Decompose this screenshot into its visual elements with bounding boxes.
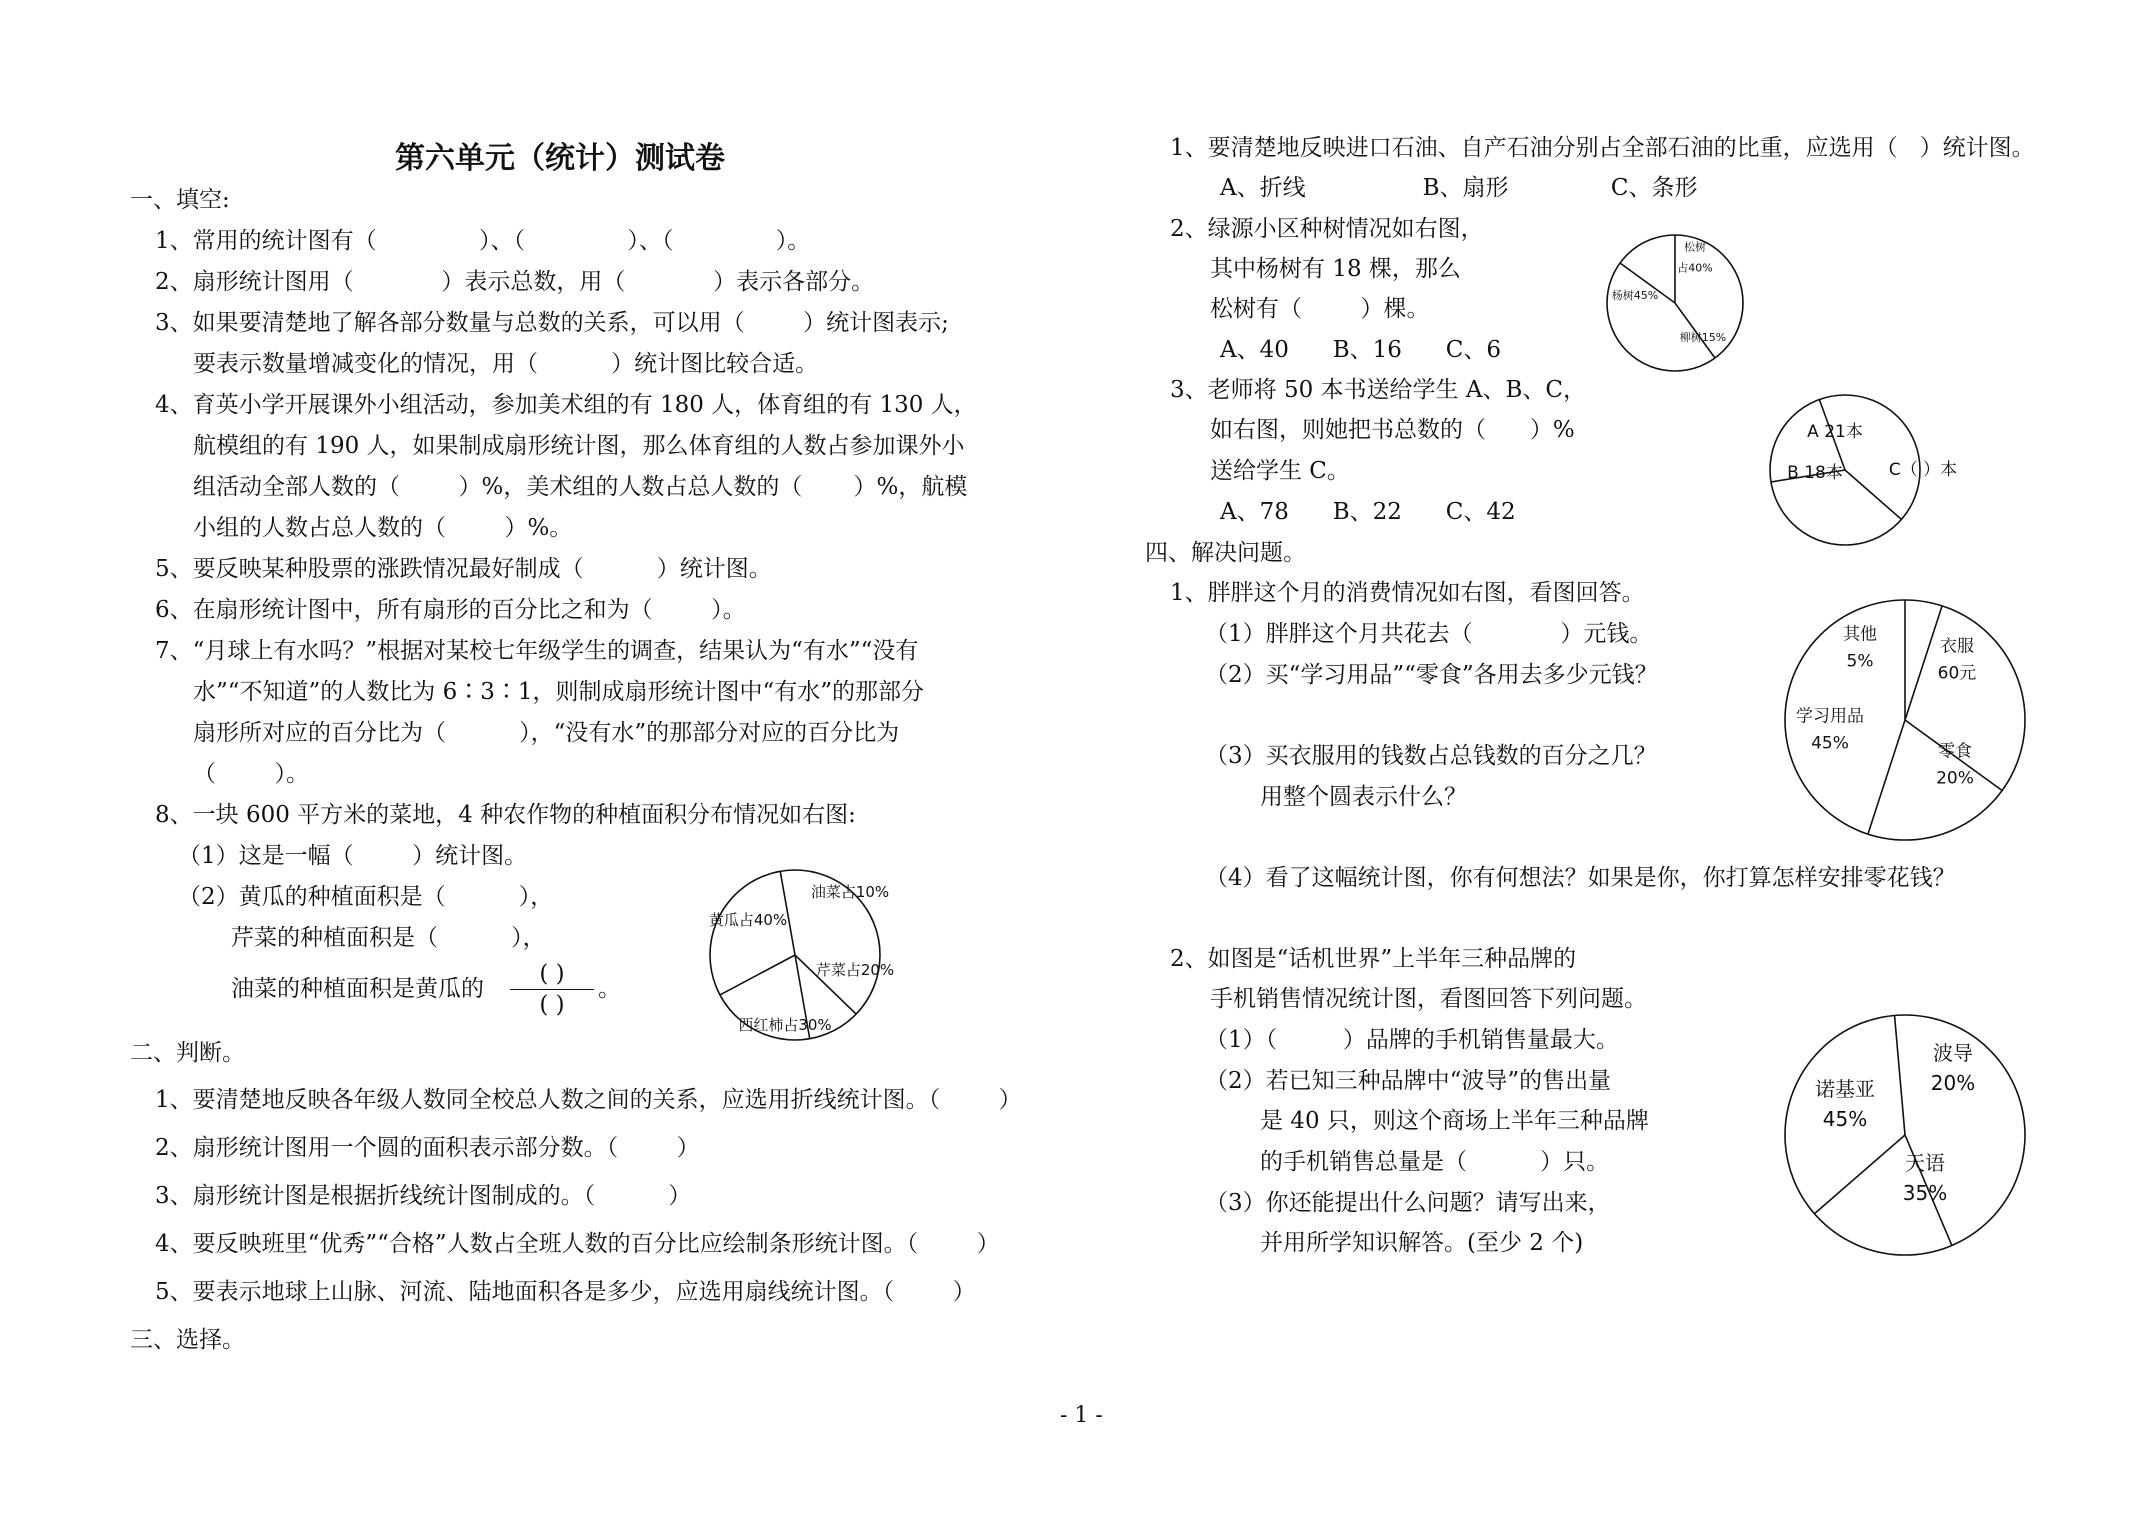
fraction-denominator: ( ) — [539, 992, 565, 1018]
question-line: 小组的人数占总人数的（ ）%。 — [193, 515, 573, 541]
question-line: （3）你还能提出什么问题？请写出来， — [1205, 1190, 1611, 1216]
section-choice: 三、选择。 — [130, 1327, 245, 1353]
question-line: 4、育英小学开展课外小组活动，参加美术组的有 180 人，体育组的有 130 人， — [155, 392, 977, 418]
question-line: 1、要清楚地反映进口石油、自产石油分别占全部石油的比重，应选用（ ）统计图。 — [1170, 135, 2035, 161]
fraction-suffix: 。 — [598, 976, 621, 1002]
question-line: 的手机销售总量是（ ）只。 — [1260, 1149, 1610, 1175]
question-line: 3、扇形统计图是根据折线统计图制成的。（ ） — [155, 1183, 692, 1209]
pie-slice-label: 其他 5% — [1843, 624, 1877, 672]
vegetable-pie-chart — [690, 860, 900, 1050]
pie-slice-divider — [1814, 1135, 1905, 1214]
option-line: A、78 B、22 C、42 — [1220, 499, 1516, 525]
tree-pie-chart — [1595, 228, 1755, 378]
question-line: 5、要表示地球上山脉、河流、陆地面积各是多少，应选用扇线统计图。（ ） — [155, 1279, 976, 1305]
pie-slice-divider — [720, 955, 795, 995]
pie-slice-label: 黄瓜占40% — [708, 911, 788, 929]
pie-slice-divider — [1868, 720, 1905, 834]
question-line: 2、扇形统计图用一个圆的面积表示部分数。（ ） — [155, 1135, 700, 1161]
question-line: （1）这是一幅（ ）统计图。 — [178, 843, 528, 869]
question-line: 3、如果要清楚地了解各部分数量与总数的关系，可以用（ ）统计图表示; — [155, 310, 949, 336]
question-line: 2、如图是“话机世界”上半年三种品牌的 — [1170, 946, 1577, 972]
question-line: 水”“不知道”的人数比为 6∶3∶1，则制成扇形统计图中“有水”的那部分 — [193, 679, 925, 705]
question-line: 2、扇形统计图用（ ）表示总数，用（ ）表示各部分。 — [155, 269, 875, 295]
question-line: （4）看了这幅统计图，你有何想法？如果是你，你打算怎样安排零花钱？ — [1205, 865, 1956, 891]
question-line: 3、老师将 50 本书送给学生 A、B、C， — [1170, 377, 1586, 403]
question-line: 7、“月球上有水吗？”根据对某校七年级学生的调查，结果认为“有水”“没有 — [155, 638, 919, 664]
question-line: 1、胖胖这个月的消费情况如右图，看图回答。 — [1170, 580, 1645, 606]
pie-slice-label: 芹菜占20% — [815, 961, 895, 979]
pie-slice-label: 学习用品 45% — [1796, 706, 1864, 754]
question-line: 2、绿源小区种树情况如右图， — [1170, 216, 1484, 242]
pie-slice-label: 油菜占10% — [810, 883, 890, 901]
books-pie-chart — [1750, 390, 1958, 550]
pie-slice-label: 杨树45% — [1611, 289, 1659, 302]
spending-pie-chart — [1775, 590, 2045, 850]
pie-slice-label: 衣服 60元 — [1937, 636, 1977, 684]
question-line: 1、要清楚地反映各年级人数同全校总人数之间的关系，应选用折线统计图。（ ） — [155, 1087, 1022, 1113]
pie-slice-label: C（ ）本 — [1888, 460, 1958, 480]
question-line: 是 40 只，则这个商场上半年三种品牌 — [1260, 1108, 1649, 1134]
question-line: 要表示数量增减变化的情况，用（ ）统计图比较合适。 — [193, 351, 819, 377]
section-fill-in: 一、填空: — [130, 187, 230, 213]
question-line: 油菜的种植面积是黄瓜的 — [231, 976, 484, 1002]
question-line: （2）黄瓜的种植面积是（ ）， — [178, 884, 554, 910]
question-line: 用整个圆表示什么？ — [1260, 784, 1467, 810]
question-line: 如右图，则她把书总数的（ ）% — [1210, 417, 1575, 443]
pie-slice-label: 零食 20% — [1936, 741, 1974, 789]
fraction-blank — [510, 961, 594, 1018]
question-line: 送给学生 C。 — [1210, 458, 1350, 484]
question-line: （ ）。 — [193, 761, 309, 787]
question-line: 6、在扇形统计图中，所有扇形的百分比之和为（ ）。 — [155, 597, 746, 623]
pie-slice-label: 西红柿占30% — [738, 1016, 832, 1034]
question-line: 芹菜的种植面积是（ ）， — [231, 925, 546, 951]
pie-slice-label: A 21本 — [1807, 422, 1863, 442]
pie-slice-label: 柳树15% — [1679, 331, 1727, 344]
question-line: 手机销售情况统计图，看图回答下列问题。 — [1210, 986, 1647, 1012]
question-line: （2）若已知三种品牌中“波导”的售出量 — [1205, 1068, 1612, 1094]
question-line: 1、常用的统计图有（ ）、（ ）、（ ）。 — [155, 228, 811, 254]
pie-slice-label: 松树占40% — [1677, 240, 1713, 275]
option-line: A、40 B、16 C、6 — [1220, 337, 1502, 363]
section-solve: 四、解决问题。 — [1145, 540, 1306, 566]
question-line: （1）胖胖这个月共花去（ ）元钱。 — [1205, 621, 1653, 647]
question-line: 5、要反映某种股票的涨跌情况最好制成（ ）统计图。 — [155, 556, 772, 582]
question-line: （3）买衣服用的钱数占总钱数的百分之几？ — [1205, 743, 1657, 769]
phone-pie-chart — [1770, 1000, 2040, 1270]
question-line: 8、一块 600 平方米的菜地，4 种农作物的种植面积分布情况如右图: — [155, 802, 856, 828]
pie-slice-label: 天语 35% — [1902, 1151, 1948, 1205]
question-line: 扇形所对应的百分比为（ ），“没有水”的那部分对应的百分比为 — [193, 720, 900, 746]
question-line: 组活动全部人数的（ ）%，美术组的人数占总人数的（ ）%，航模 — [193, 474, 968, 500]
option-line: A、折线 B、扇形 C、条形 — [1220, 175, 1698, 201]
question-line: 其中杨树有 18 棵，那么 — [1210, 256, 1461, 282]
question-line: 4、要反映班里“优秀”“合格”人数占全班人数的百分比应绘制条形统计图。（ ） — [155, 1231, 1000, 1257]
question-line: 并用所学知识解答。(至少 2 个) — [1260, 1230, 1584, 1256]
question-line: 航模组的有 190 人，如果制成扇形统计图，那么体育组的人数占参加课外小 — [193, 433, 965, 459]
pie-slice-divider — [1895, 1015, 1905, 1135]
pie-slice-label: 诺基亚 45% — [1815, 1077, 1875, 1131]
page-title: 第六单元（统计）测试卷 — [395, 141, 725, 176]
pie-slice-label: 波导 20% — [1930, 1041, 1976, 1095]
question-line: （2）买“学习用品”“零食”各用去多少元钱？ — [1205, 662, 1658, 688]
page-number: - 1 - — [1060, 1403, 1103, 1428]
question-line: （1）（ ）品牌的手机销售量最大。 — [1205, 1027, 1619, 1053]
fraction-numerator: ( ) — [539, 961, 565, 987]
question-line: 松树有（ ）棵。 — [1210, 296, 1430, 322]
fraction-bar — [510, 989, 594, 990]
section-judge: 二、判断。 — [130, 1040, 245, 1066]
pie-slice-label: B 18本 — [1787, 463, 1843, 483]
pie-slice-divider — [1905, 606, 1942, 720]
